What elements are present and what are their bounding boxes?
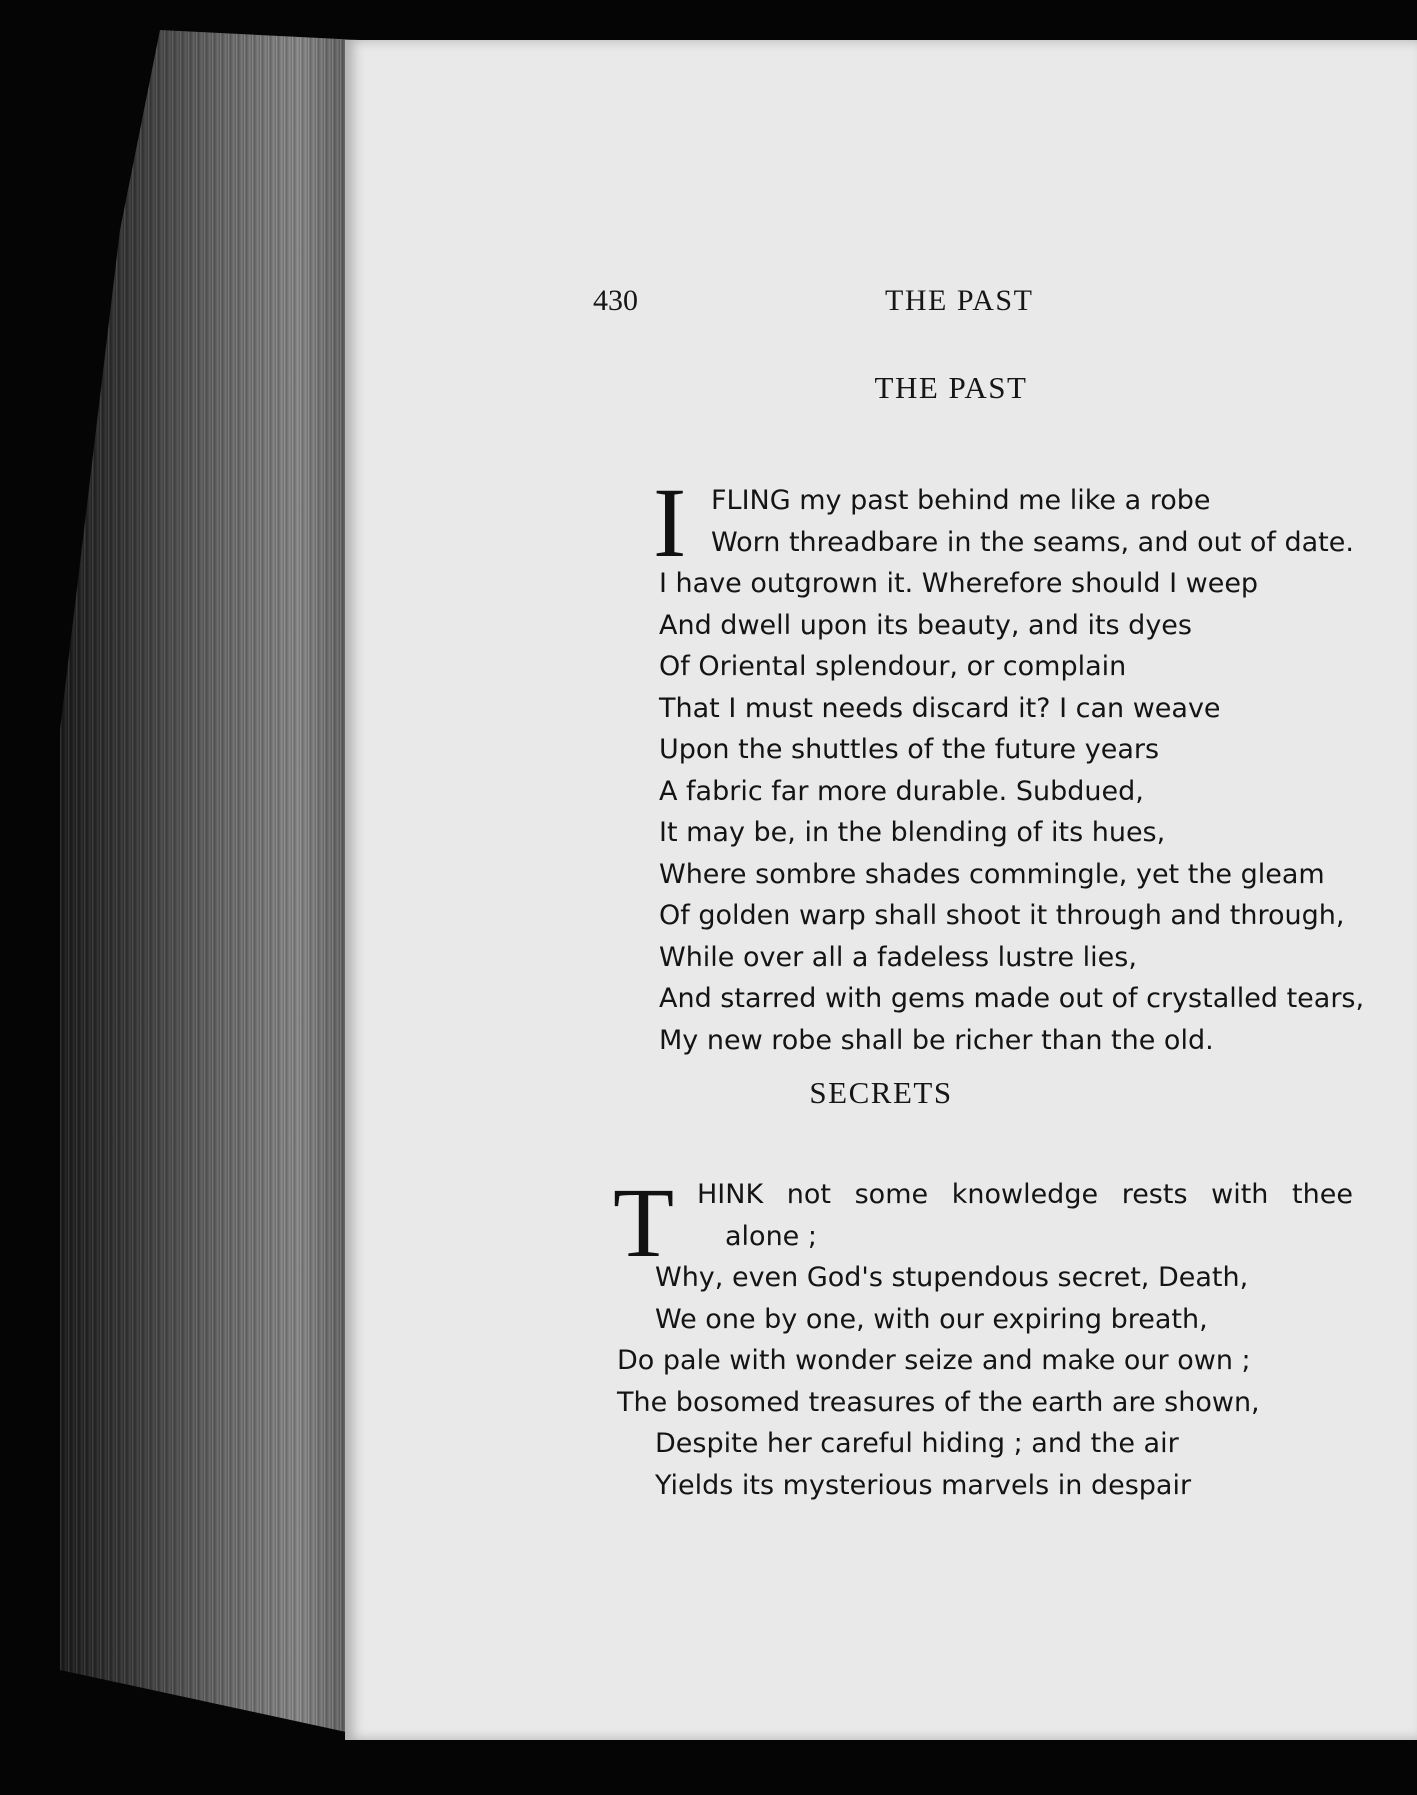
poem-line: While over all a fadeless lustre lies, [659, 941, 1137, 973]
word: HINK [697, 1179, 764, 1210]
poem-line: Where sombre shades commingle, yet the gleam [659, 858, 1325, 890]
poem-title-the-past: THE PAST [874, 370, 1028, 405]
poem-line: And starred with gems made out of crystalled tears, [659, 983, 1365, 1014]
word: rests [1121, 1179, 1188, 1210]
page-number: 430 [593, 284, 638, 317]
poem-secrets [613, 1167, 1353, 1506]
word: some [854, 1179, 929, 1210]
poem-line: FLING my past behind me like a robe [711, 485, 1211, 516]
poem-line: It may be, in the blending of its hues, [659, 817, 1166, 848]
poem-line: Do pale with wonder seize and make our own ; [617, 1345, 1251, 1376]
poem-line: Of golden warp shall shoot it through and through, [659, 900, 1345, 931]
poem-line: Worn threadbare in the seams, and out of date. [711, 526, 1354, 558]
poem-line: alone ; [725, 1220, 817, 1252]
poem-title-secrets: SECRETS [809, 1075, 953, 1110]
poem-line: And dwell upon its beauty, and its dyes [659, 609, 1192, 641]
word: not [786, 1179, 831, 1210]
poem-line: The bosomed treasures of the earth are shown, [617, 1386, 1260, 1418]
drop-cap: I [653, 467, 687, 578]
drop-cap: T [613, 1167, 675, 1278]
word: knowledge [951, 1179, 1099, 1210]
poem-line: I have outgrown it. Wherefore should I weep [659, 568, 1259, 599]
poem-line: Upon the shuttles of the future years [659, 734, 1160, 765]
poem-line: We one by one, with our expiring breath, [655, 1303, 1208, 1335]
poem-line [617, 1174, 1353, 1216]
poem-line: Of Oriental splendour, or complain [659, 651, 1127, 682]
poem-line: Why, even God's stupendous secret, Death, [655, 1262, 1249, 1293]
poem-line: That I must needs discard it? I can weave [659, 692, 1221, 724]
book-page [345, 40, 1417, 1740]
poem-the-past [653, 467, 1365, 1061]
running-title: THE PAST [885, 284, 1034, 317]
poem-line: My new robe shall be richer than the old. [659, 1024, 1214, 1056]
poem-line: A fabric far more durable. Subdued, [659, 775, 1144, 807]
word: with [1211, 1179, 1269, 1210]
word: thee [1292, 1179, 1353, 1210]
book-page-edges [60, 30, 360, 1735]
running-header [345, 240, 1417, 317]
poem-line: Despite her careful hiding ; and the air [655, 1428, 1179, 1459]
justified-first-line [697, 1174, 1353, 1216]
poem-line: Yields its mysterious marvels in despair [655, 1469, 1192, 1501]
